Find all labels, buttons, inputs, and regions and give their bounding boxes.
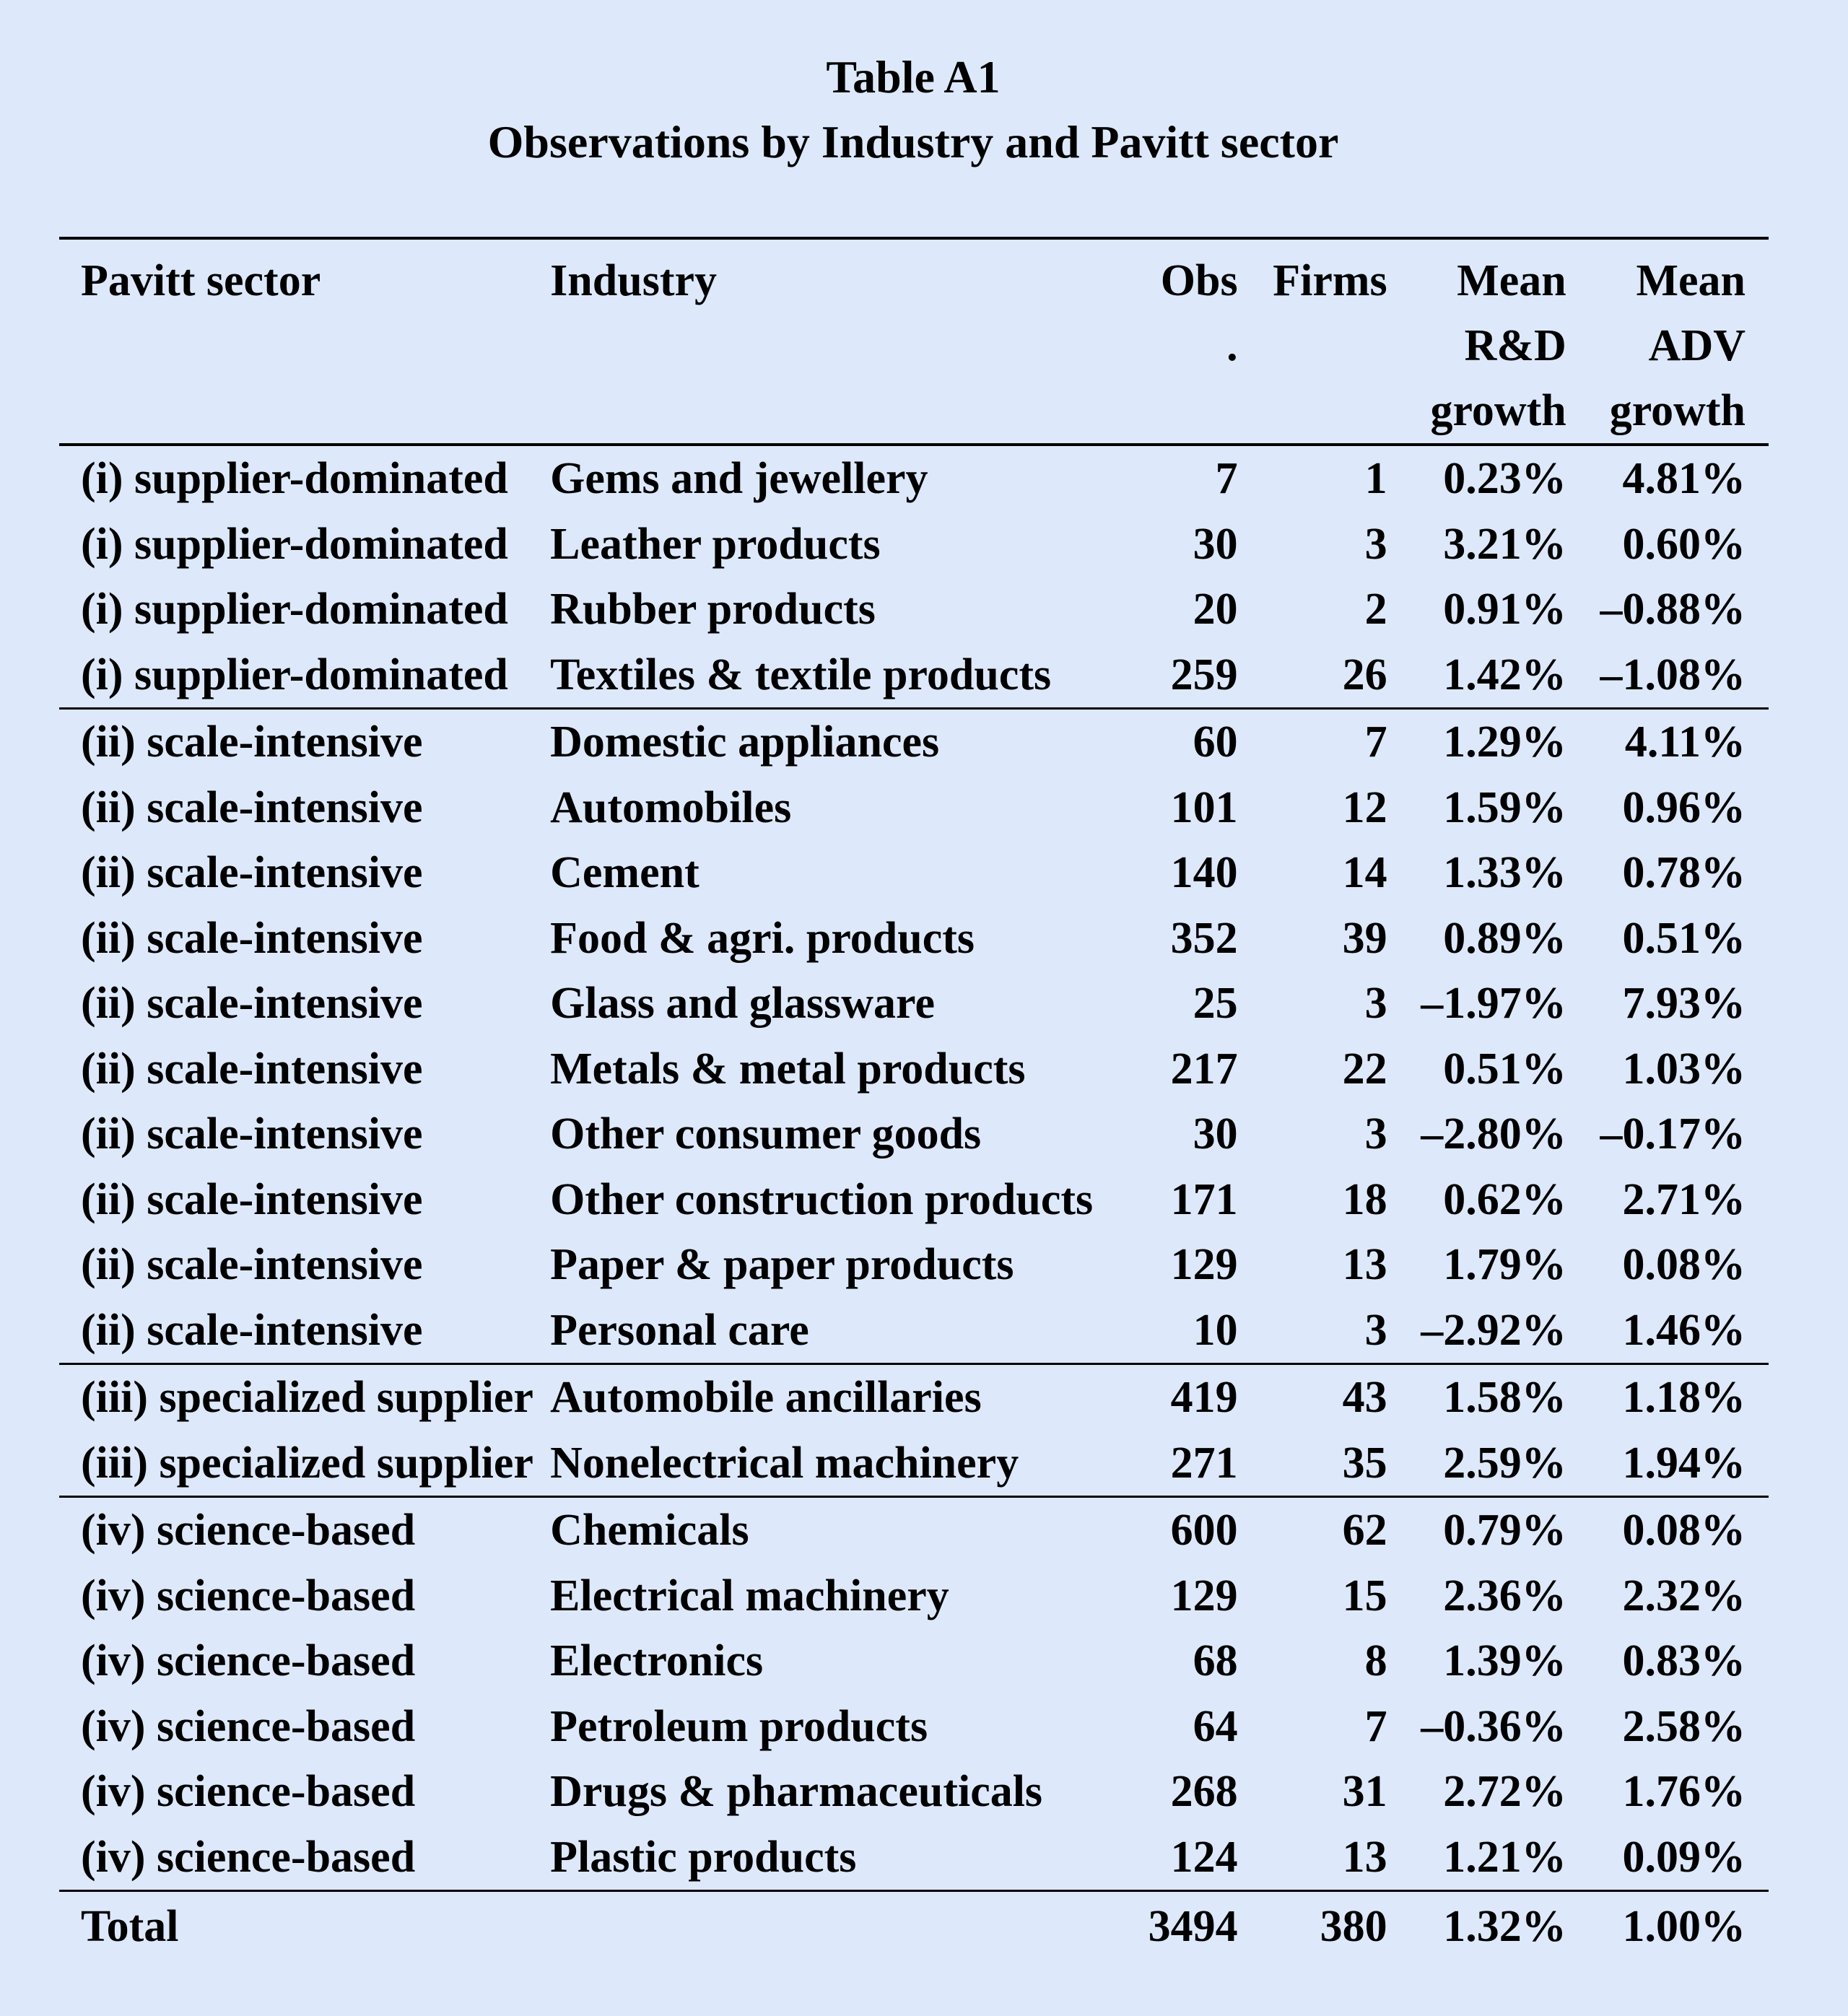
header-industry: Industry	[550, 256, 717, 305]
total-cell-pavitt-sector: Total	[81, 1902, 179, 1951]
cell-industry: Other construction products	[550, 1174, 1094, 1224]
cell-mean-rd-growth: 1.79%	[1443, 1240, 1566, 1289]
cell-obs: 600	[1170, 1506, 1238, 1555]
cell-pavitt-sector: (ii) scale-intensive	[81, 1174, 423, 1224]
cell-mean-adv-growth: 0.51%	[1622, 913, 1745, 963]
cell-industry: Electronics	[550, 1636, 764, 1685]
cell-mean-adv-growth: 1.03%	[1622, 1044, 1745, 1094]
cell-mean-rd-growth: 1.33%	[1443, 848, 1566, 897]
cell-firms: 31	[1342, 1767, 1387, 1816]
cell-firms: 1	[1364, 454, 1387, 503]
table-row	[59, 840, 1769, 906]
cell-obs: 129	[1170, 1240, 1238, 1289]
table-row	[59, 577, 1769, 642]
cell-mean-adv-growth: 4.11%	[1624, 717, 1745, 767]
cell-industry: Metals & metal products	[550, 1044, 1026, 1094]
cell-obs: 7	[1215, 454, 1238, 503]
cell-firms: 18	[1342, 1174, 1387, 1224]
cell-pavitt-sector: (ii) scale-intensive	[59, 1298, 550, 1364]
cell-industry: Drugs & pharmaceuticals	[550, 1767, 1043, 1816]
cell-industry: Nonelectrical machinery	[550, 1431, 1093, 1497]
cell-pavitt-sector: (ii) scale-intensive	[81, 782, 423, 832]
cell-mean-rd-growth: 1.58%	[1443, 1373, 1566, 1422]
cell-industry: Domestic appliances	[550, 717, 940, 767]
cell-industry: Automobiles	[550, 782, 792, 832]
cell-industry: Paper & paper products	[550, 1240, 1014, 1289]
total-cell-mean-rd-growth: 1.32%	[1443, 1902, 1566, 1951]
cell-pavitt-sector: (ii) scale-intensive	[81, 848, 423, 897]
cell-mean-rd-growth: 0.23%	[1443, 454, 1566, 503]
cell-mean-rd-growth: 1.21%	[1387, 1825, 1566, 1891]
header-obs: Obs .	[1160, 256, 1238, 370]
cell-mean-rd-growth: –0.36%	[1421, 1701, 1566, 1751]
cell-firms: 13	[1342, 1240, 1387, 1289]
table-row	[59, 445, 1769, 512]
cell-industry: Cement	[550, 848, 699, 897]
table-row	[59, 1497, 1769, 1563]
cell-firms: 12	[1342, 782, 1387, 832]
cell-mean-rd-growth: 0.91%	[1443, 585, 1566, 634]
cell-obs: 68	[1193, 1636, 1238, 1685]
table-row	[59, 512, 1769, 577]
cell-mean-rd-growth: –2.80%	[1421, 1109, 1566, 1158]
cell-mean-rd-growth: 3.21%	[1443, 519, 1566, 569]
cell-mean-adv-growth: 1.76%	[1622, 1767, 1745, 1816]
cell-mean-rd-growth: 0.62%	[1443, 1174, 1566, 1224]
cell-firms: 62	[1342, 1506, 1387, 1555]
cell-obs: 268	[1170, 1767, 1238, 1816]
cell-industry: Other consumer goods	[550, 1109, 982, 1158]
cell-mean-adv-growth: 1.46%	[1566, 1298, 1769, 1364]
total-cell-industry	[550, 1891, 1093, 1962]
table-row	[59, 1167, 1769, 1233]
table-row	[59, 1232, 1769, 1298]
cell-mean-adv-growth: 0.96%	[1622, 782, 1745, 832]
cell-mean-adv-growth: 0.60%	[1622, 519, 1745, 569]
cell-industry: Glass and glassware	[550, 979, 935, 1028]
cell-pavitt-sector: (i) supplier-dominated	[81, 519, 508, 569]
cell-obs: 419	[1170, 1373, 1238, 1422]
cell-industry: Plastic products	[550, 1825, 1093, 1891]
cell-industry: Personal care	[550, 1298, 1093, 1364]
cell-pavitt-sector: (ii) scale-intensive	[81, 1240, 423, 1289]
cell-firms: 8	[1364, 1636, 1387, 1685]
total-cell-firms: 380	[1320, 1902, 1387, 1951]
cell-mean-rd-growth: 1.39%	[1443, 1636, 1566, 1685]
cell-obs: 140	[1170, 848, 1238, 897]
cell-firms: 3	[1238, 1298, 1387, 1364]
cell-obs: 129	[1170, 1571, 1238, 1620]
cell-mean-adv-growth: 0.83%	[1622, 1636, 1745, 1685]
cell-mean-adv-growth: –0.17%	[1600, 1109, 1745, 1158]
cell-obs: 25	[1193, 979, 1238, 1028]
header-mean-adv-growth: Mean ADV growth	[1609, 256, 1745, 435]
cell-mean-rd-growth: 0.89%	[1443, 913, 1566, 963]
cell-obs: 64	[1193, 1701, 1238, 1751]
cell-mean-rd-growth: 2.36%	[1443, 1571, 1566, 1620]
cell-pavitt-sector: (ii) scale-intensive	[81, 717, 423, 767]
cell-obs: 20	[1193, 585, 1238, 634]
cell-firms: 2	[1364, 585, 1387, 634]
cell-obs: 171	[1170, 1174, 1238, 1224]
cell-firms: 14	[1342, 848, 1387, 897]
cell-obs: 60	[1193, 717, 1238, 767]
cell-pavitt-sector: (i) supplier-dominated	[59, 642, 550, 709]
table-row	[59, 709, 1769, 775]
cell-industry: Automobile ancillaries	[550, 1373, 982, 1422]
cell-obs: 101	[1170, 782, 1238, 832]
cell-firms: 7	[1364, 1701, 1387, 1751]
cell-pavitt-sector: (iii) specialized supplier	[81, 1373, 533, 1422]
cell-mean-rd-growth: 0.51%	[1443, 1044, 1566, 1094]
total-cell-mean-adv-growth: 1.00%	[1622, 1902, 1745, 1951]
cell-mean-adv-growth: 1.94%	[1566, 1431, 1769, 1497]
cell-firms: 7	[1364, 717, 1387, 767]
cell-mean-adv-growth: 0.09%	[1566, 1825, 1769, 1891]
observations-table	[59, 237, 1769, 1961]
table-row	[59, 1431, 1769, 1497]
cell-firms: 22	[1342, 1044, 1387, 1094]
cell-obs: 30	[1193, 519, 1238, 569]
cell-mean-rd-growth: 0.79%	[1443, 1506, 1566, 1555]
cell-mean-adv-growth: 1.18%	[1622, 1373, 1745, 1422]
cell-mean-rd-growth: 2.72%	[1443, 1767, 1566, 1816]
total-row	[59, 1891, 1769, 1962]
cell-pavitt-sector: (iv) science-based	[81, 1506, 416, 1555]
cell-obs: 271	[1093, 1431, 1237, 1497]
cell-firms: 3	[1364, 979, 1387, 1028]
table-row	[59, 1694, 1769, 1760]
cell-mean-adv-growth: 0.08%	[1622, 1240, 1745, 1289]
cell-pavitt-sector: (iv) science-based	[81, 1767, 416, 1816]
table-row	[59, 1628, 1769, 1694]
cell-pavitt-sector: (ii) scale-intensive	[81, 1109, 423, 1158]
cell-industry: Petroleum products	[550, 1701, 928, 1751]
cell-obs: 124	[1093, 1825, 1237, 1891]
cell-firms: 13	[1238, 1825, 1387, 1891]
cell-mean-adv-growth: 4.81%	[1622, 454, 1745, 503]
table-row	[59, 971, 1769, 1037]
cell-mean-adv-growth: –0.88%	[1600, 585, 1745, 634]
cell-pavitt-sector: (i) supplier-dominated	[81, 454, 508, 503]
table-subtitle: Observations by Industry and Pavitt sector	[487, 116, 1339, 167]
total-cell-obs: 3494	[1148, 1902, 1238, 1951]
table-row	[59, 1037, 1769, 1102]
cell-firms: 3	[1364, 1109, 1387, 1158]
cell-pavitt-sector: (ii) scale-intensive	[81, 913, 423, 963]
table-row	[59, 1101, 1769, 1167]
table-row	[59, 906, 1769, 972]
cell-industry: Electrical machinery	[550, 1571, 949, 1620]
header-firms: Firms	[1273, 256, 1387, 305]
cell-mean-rd-growth: 1.42%	[1387, 642, 1566, 709]
cell-pavitt-sector: (ii) scale-intensive	[81, 1044, 423, 1094]
cell-pavitt-sector: (iv) science-based	[81, 1571, 416, 1620]
table-row	[59, 1298, 1769, 1364]
cell-pavitt-sector: (ii) scale-intensive	[81, 979, 423, 1028]
cell-mean-adv-growth: 2.32%	[1622, 1571, 1745, 1620]
table-row	[59, 1563, 1769, 1629]
cell-pavitt-sector: (iv) science-based	[59, 1825, 550, 1891]
cell-firms: 35	[1238, 1431, 1387, 1497]
cell-pavitt-sector: (iv) science-based	[81, 1636, 416, 1685]
cell-mean-adv-growth: 2.71%	[1622, 1174, 1745, 1224]
table-row	[59, 775, 1769, 841]
cell-industry: Leather products	[550, 519, 881, 569]
cell-firms: 26	[1238, 642, 1387, 709]
header-mean-rd-growth: Mean R&D growth	[1430, 256, 1566, 435]
cell-obs: 352	[1170, 913, 1238, 963]
cell-pavitt-sector: (iv) science-based	[81, 1701, 416, 1751]
cell-mean-adv-growth: –1.08%	[1566, 642, 1769, 709]
cell-mean-adv-growth: 2.58%	[1622, 1701, 1745, 1751]
table-row	[59, 1825, 1769, 1891]
cell-obs: 30	[1193, 1109, 1238, 1158]
cell-mean-rd-growth: 1.29%	[1443, 717, 1566, 767]
cell-mean-adv-growth: 0.08%	[1622, 1506, 1745, 1555]
cell-industry: Chemicals	[550, 1506, 749, 1555]
cell-firms: 43	[1342, 1373, 1387, 1422]
table-row	[59, 1364, 1769, 1431]
cell-mean-rd-growth: –2.92%	[1387, 1298, 1566, 1364]
cell-mean-rd-growth: 2.59%	[1387, 1431, 1566, 1497]
cell-firms: 15	[1342, 1571, 1387, 1620]
cell-industry: Gems and jewellery	[550, 454, 928, 503]
cell-industry: Rubber products	[550, 585, 876, 634]
cell-mean-rd-growth: 1.59%	[1443, 782, 1566, 832]
cell-industry: Textiles & textile products	[550, 642, 1093, 709]
table-header	[59, 238, 1769, 445]
cell-pavitt-sector: (iii) specialized supplier	[59, 1431, 550, 1497]
cell-obs: 259	[1093, 642, 1237, 709]
cell-mean-adv-growth: 7.93%	[1622, 979, 1745, 1028]
cell-mean-adv-growth: 0.78%	[1622, 848, 1745, 897]
cell-pavitt-sector: (i) supplier-dominated	[81, 585, 508, 634]
header-pavitt-sector: Pavitt sector	[81, 256, 321, 305]
cell-obs: 10	[1093, 1298, 1237, 1364]
table-title: Table A1	[826, 51, 1001, 102]
table-row	[59, 1759, 1769, 1825]
table-body	[59, 445, 1769, 1961]
cell-firms: 3	[1364, 519, 1387, 569]
cell-mean-rd-growth: –1.97%	[1421, 979, 1566, 1028]
cell-firms: 39	[1342, 913, 1387, 963]
table-row	[59, 642, 1769, 709]
cell-industry: Food & agri. products	[550, 913, 975, 963]
cell-obs: 217	[1170, 1044, 1238, 1094]
